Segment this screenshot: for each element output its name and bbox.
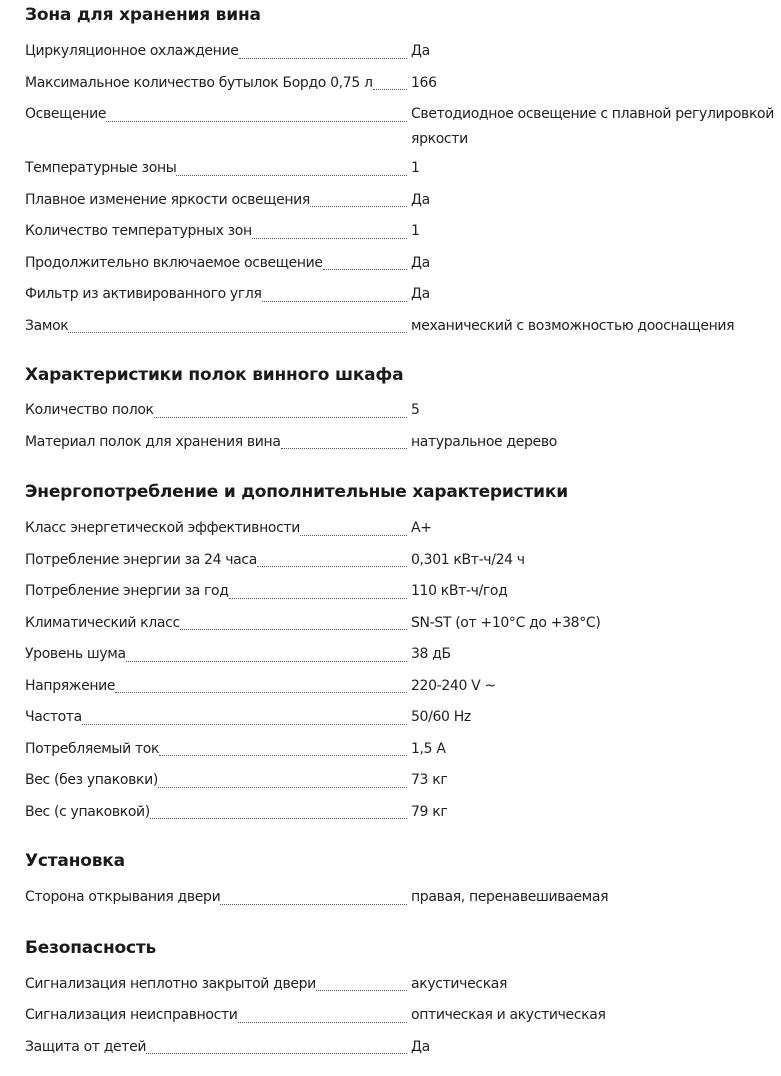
spec-value: Да bbox=[411, 1038, 430, 1055]
dotted-leader bbox=[257, 566, 407, 567]
dotted-leader bbox=[239, 58, 408, 59]
spec-value: 1 bbox=[411, 223, 420, 239]
spec-label bbox=[25, 579, 407, 604]
spec-row bbox=[25, 548, 781, 573]
spec-label bbox=[25, 156, 407, 181]
spec-label-text: Температурные зоны bbox=[25, 160, 177, 176]
spec-label bbox=[25, 1035, 407, 1060]
spec-value: 220-240 V ~ bbox=[411, 677, 496, 694]
spec-row bbox=[25, 282, 781, 307]
spec-label-text: Материал полок для хранения вина bbox=[25, 433, 281, 450]
spec-label bbox=[25, 71, 407, 96]
spec-row bbox=[25, 674, 781, 699]
spec-row bbox=[25, 800, 781, 825]
dotted-leader bbox=[176, 175, 407, 176]
spec-row bbox=[25, 430, 781, 455]
section-title: Безопасность bbox=[25, 937, 157, 958]
spec-label bbox=[25, 642, 407, 667]
spec-value: 38 дБ bbox=[411, 646, 451, 662]
spec-label bbox=[25, 188, 407, 213]
spec-value: 50/60 Hz bbox=[411, 709, 471, 725]
spec-label-text: Количество температурных зон bbox=[25, 223, 252, 239]
spec-value: 73 кг bbox=[411, 772, 448, 788]
spec-value: 110 кВт-ч/год bbox=[411, 583, 508, 599]
spec-row bbox=[25, 1003, 781, 1028]
section-2 bbox=[25, 461, 781, 824]
dotted-leader bbox=[154, 417, 407, 418]
spec-label-text: Продолжительно включаемое освещение bbox=[25, 254, 323, 271]
dotted-leader bbox=[373, 89, 407, 90]
spec-label bbox=[25, 398, 407, 423]
spec-row bbox=[25, 642, 781, 667]
spec-value: Да bbox=[411, 254, 430, 271]
dotted-leader bbox=[310, 206, 407, 207]
dotted-leader bbox=[68, 332, 407, 333]
spec-list bbox=[25, 972, 781, 1060]
spec-list bbox=[25, 516, 781, 824]
spec-row bbox=[25, 516, 781, 541]
spec-label bbox=[25, 219, 407, 244]
spec-value: 0,301 кВт-ч/24 ч bbox=[411, 551, 525, 568]
spec-value: 79 кг bbox=[411, 803, 448, 820]
spec-row bbox=[25, 885, 781, 910]
section-4 bbox=[25, 917, 781, 1060]
spec-list bbox=[25, 398, 781, 454]
section-3 bbox=[25, 831, 781, 910]
section-title: Зона для хранения вина bbox=[25, 5, 261, 25]
spec-label bbox=[25, 430, 407, 455]
spec-label bbox=[25, 1003, 407, 1028]
section-0 bbox=[25, 0, 781, 338]
dotted-leader bbox=[150, 818, 407, 819]
spec-row bbox=[25, 579, 781, 604]
dotted-leader bbox=[158, 787, 407, 788]
spec-label-text: Напряжение bbox=[25, 677, 116, 694]
spec-label-text: Циркуляционное охлаждение bbox=[25, 43, 239, 59]
spec-label bbox=[25, 282, 407, 307]
spec-label bbox=[25, 737, 407, 762]
spec-label bbox=[25, 800, 407, 825]
dotted-leader bbox=[115, 692, 407, 693]
spec-row bbox=[25, 39, 781, 64]
spec-label-text: Уровень шума bbox=[25, 646, 126, 662]
spec-value: механический с возможностью дооснащения bbox=[411, 317, 735, 334]
spec-label bbox=[25, 548, 407, 573]
spec-label-text: Замок bbox=[25, 317, 69, 334]
spec-value: натуральное дерево bbox=[411, 433, 557, 450]
dotted-leader bbox=[238, 1022, 407, 1023]
dotted-leader bbox=[252, 238, 407, 239]
spec-label-text: Сигнализация неисправности bbox=[25, 1007, 238, 1023]
spec-label bbox=[25, 314, 407, 339]
spec-label-text: Защита от детей bbox=[25, 1038, 147, 1055]
dotted-leader bbox=[82, 724, 407, 725]
dotted-leader bbox=[323, 269, 407, 270]
spec-label-text: Потребление энергии за 24 часа bbox=[25, 551, 257, 568]
spec-label-text: Класс энергетической эффективности bbox=[25, 520, 300, 536]
spec-row bbox=[25, 188, 781, 213]
spec-value: Светодиодное освещение с плавной регулировкой яркости bbox=[411, 106, 775, 147]
spec-value: SN-ST (от +10°C до +38°C) bbox=[411, 614, 601, 631]
spec-value: 1,5 A bbox=[411, 740, 446, 757]
spec-label-text: Максимальное количество бутылок Бордо 0,75 л bbox=[25, 74, 373, 91]
spec-label-text: Потребление энергии за год bbox=[25, 583, 229, 599]
spec-value: правая, перенавешиваемая bbox=[411, 889, 609, 905]
spec-label-text: Фильтр из активированного угля bbox=[25, 286, 262, 302]
spec-label-text: Вес (с упаковкой) bbox=[25, 803, 150, 820]
spec-label-text: Потребляемый ток bbox=[25, 740, 160, 757]
dotted-leader bbox=[159, 755, 407, 756]
section-title: Установка bbox=[25, 851, 125, 871]
spec-label bbox=[25, 516, 407, 541]
spec-row bbox=[25, 1035, 781, 1060]
dotted-leader bbox=[316, 990, 407, 991]
spec-value: 5 bbox=[411, 402, 420, 418]
spec-list bbox=[25, 885, 781, 910]
dotted-leader bbox=[229, 598, 407, 599]
spec-row bbox=[25, 972, 781, 997]
spec-value: 1 bbox=[411, 160, 420, 176]
spec-label-text: Сигнализация неплотно закрытой двери bbox=[25, 975, 316, 992]
spec-row bbox=[25, 705, 781, 730]
spec-row bbox=[25, 156, 781, 181]
spec-row bbox=[25, 611, 781, 636]
dotted-leader bbox=[180, 629, 407, 630]
spec-label-text: Количество полок bbox=[25, 402, 154, 418]
spec-label bbox=[25, 251, 407, 276]
spec-label bbox=[25, 674, 407, 699]
spec-label-text: Вес (без упаковки) bbox=[25, 772, 158, 788]
dotted-leader bbox=[106, 121, 407, 122]
spec-label bbox=[25, 768, 407, 793]
spec-value: Да bbox=[411, 286, 430, 302]
spec-row bbox=[25, 251, 781, 276]
spec-row bbox=[25, 102, 781, 151]
dotted-leader bbox=[281, 448, 407, 449]
spec-value: Да bbox=[411, 191, 430, 208]
spec-row bbox=[25, 71, 781, 96]
spec-row bbox=[25, 314, 781, 339]
dotted-leader bbox=[126, 661, 407, 662]
spec-label bbox=[25, 39, 407, 64]
section-1 bbox=[25, 345, 781, 454]
spec-label-text: Плавное изменение яркости освещения bbox=[25, 191, 310, 208]
dotted-leader bbox=[146, 1053, 407, 1054]
spec-row bbox=[25, 219, 781, 244]
spec-label bbox=[25, 705, 407, 730]
spec-label-text: Частота bbox=[25, 709, 82, 725]
spec-label-text: Освещение bbox=[25, 106, 107, 122]
spec-list bbox=[25, 39, 781, 338]
spec-label bbox=[25, 102, 407, 127]
spec-row bbox=[25, 398, 781, 423]
spec-label bbox=[25, 972, 407, 997]
spec-value: A+ bbox=[411, 520, 432, 536]
spec-label bbox=[25, 885, 407, 910]
spec-row bbox=[25, 768, 781, 793]
spec-value: Да bbox=[411, 43, 430, 59]
spec-value: 166 bbox=[411, 74, 437, 91]
spec-label bbox=[25, 611, 407, 636]
section-title: Характеристики полок винного шкафа bbox=[25, 365, 404, 385]
spec-label-text: Сторона открывания двери bbox=[25, 889, 221, 905]
section-title: Энергопотребление и дополнительные характеристики bbox=[25, 482, 568, 502]
dotted-leader bbox=[220, 904, 407, 905]
spec-label-text: Климатический класс bbox=[25, 614, 180, 631]
dotted-leader bbox=[300, 535, 407, 536]
dotted-leader bbox=[262, 301, 407, 302]
spec-row bbox=[25, 737, 781, 762]
spec-value: оптическая и акустическая bbox=[411, 1007, 606, 1023]
spec-value: акустическая bbox=[411, 975, 508, 992]
